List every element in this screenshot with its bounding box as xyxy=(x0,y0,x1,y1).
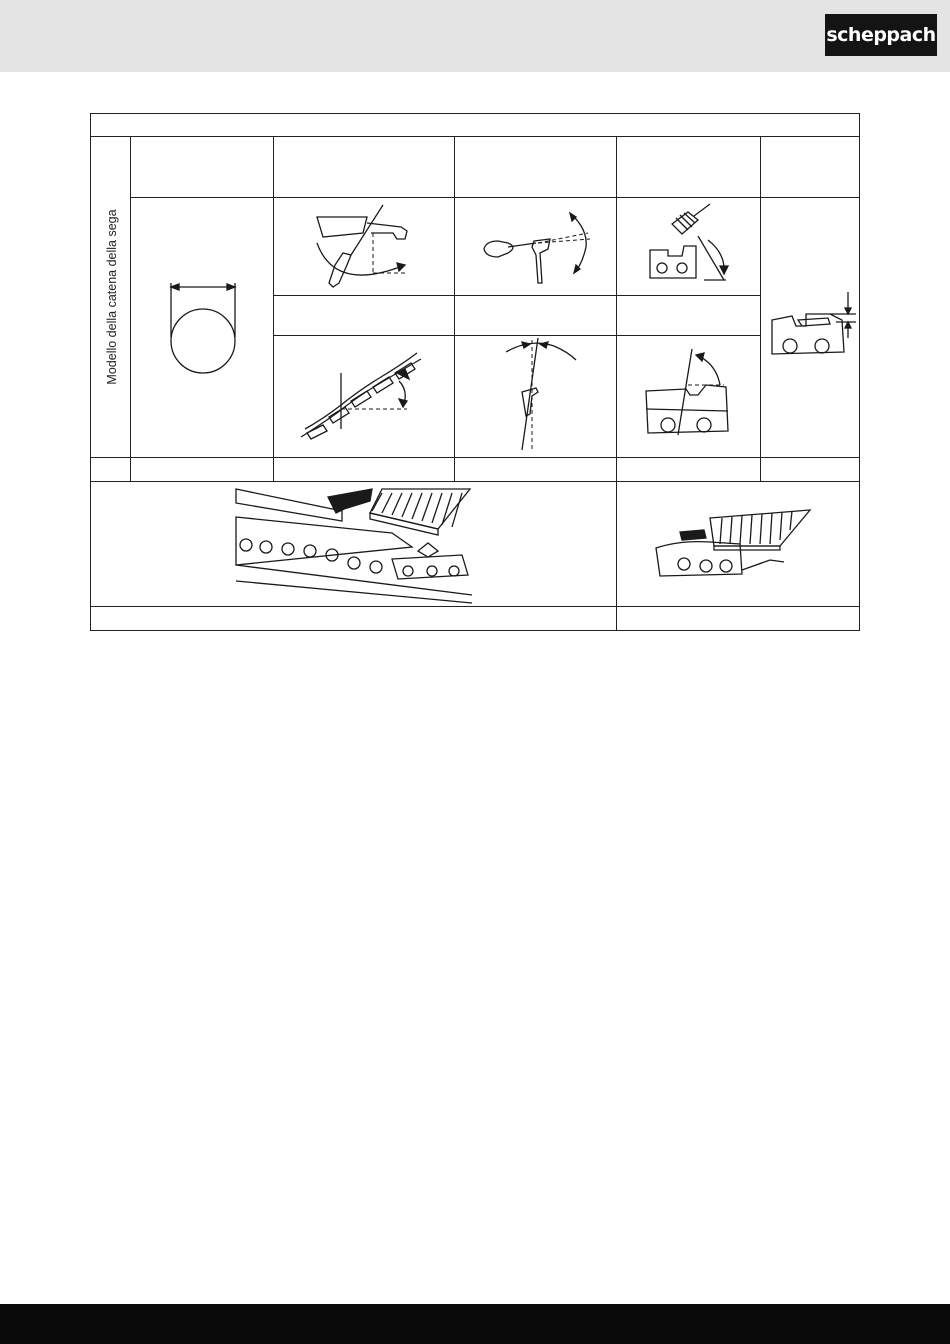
table-rule xyxy=(90,606,860,607)
footer-band xyxy=(0,1304,950,1344)
row-label: Modello della catena della sega xyxy=(105,209,119,385)
table-rule xyxy=(90,457,860,458)
table-rule xyxy=(454,136,455,482)
depth-gauge-tool-chain-figure xyxy=(232,485,480,603)
file-holder-angle-figure xyxy=(305,203,415,293)
table-rule xyxy=(90,481,860,482)
brand-logo-text: scheppach xyxy=(826,24,936,46)
chain-tilt-angle-figure xyxy=(297,345,427,445)
header-band xyxy=(0,0,950,72)
table-rule xyxy=(616,481,617,631)
table-rule xyxy=(760,136,761,482)
table-rule xyxy=(273,295,760,296)
table-border-top xyxy=(90,113,860,114)
table-rule xyxy=(130,197,860,198)
depth-gauge-figure xyxy=(768,290,858,370)
table-rule xyxy=(130,136,131,482)
table-rule xyxy=(616,136,617,482)
table-border-bottom xyxy=(90,630,860,631)
cutter-side-angle-figure xyxy=(640,345,740,445)
chain-vertical-angle-figure xyxy=(500,338,580,453)
table-rule xyxy=(273,335,760,336)
brand-logo xyxy=(825,14,937,56)
table-border-right xyxy=(859,113,860,631)
table-rule xyxy=(90,136,860,137)
depth-gauge-check-figure xyxy=(650,500,835,590)
top-plate-angle-figure xyxy=(638,208,738,288)
table-border-left xyxy=(90,113,91,631)
file-diameter-figure xyxy=(165,275,245,385)
file-handle-angle-figure xyxy=(478,207,598,287)
table-rule xyxy=(273,136,274,482)
